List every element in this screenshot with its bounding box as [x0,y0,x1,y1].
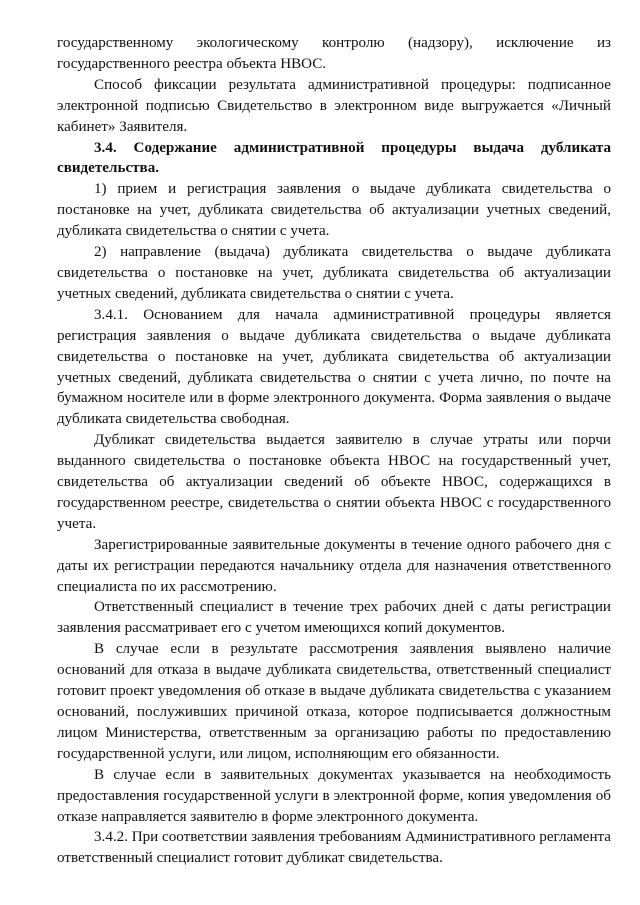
paragraph-specialist-review: Ответственный специалист в течение трех рабочих дней с даты регистрации заявления рассматривает его с учетом имеющихся копий документов. [57,599,611,637]
paragraph-electronic-form: В случае если в заявительных документах указывается на необходимость предоставления государственной услуги в электронной форме, копия уведомления об отказе направляется заявителю в форме электронного документа. [57,766,611,825]
paragraph-registered-documents: Зарегистрированные заявительные документы в течение одного рабочего дня с даты их регистрации передаются начальнику отдела для назначения ответственного специалиста по их рассмотрению. [57,536,611,595]
paragraph-duplicate-issuance: Дубликат свидетельства выдается заявителю в случае утраты или порчи выданного свидетельства о постановке объекта НВОС на государственный учет, свидетельства об актуализации сведений об объекте НВОС, содержащихся в государственном реестре, свидетельства о снятии объекта НВОС с государственного учета. [57,432,611,532]
paragraph-continuation: государственному экологическому контролю (надзору), исключение из государственного реестра объекта НВОС. [57,35,611,72]
paragraph-fixation-method: Способ фиксации результата административной процедуры: подписанное электронной подписью Свидетельство в электронном виде выгружается «Личный кабинет» Заявителя. [57,76,611,135]
section-heading-3-4: 3.4. Содержание административной процедуры выдача дубликата свидетельства. [57,139,611,177]
paragraph-3-4-1: 3.4.1. Основанием для начала административной процедуры является регистрация заявления о выдаче дубликата свидетельства о выдаче дубликата свидетельства о постановке на учет, дубликата свидетельства об актуализации учетных сведений, дубликата свидетельства о снятии с учета лично, по почте на бумажном носителе или в форме электронного документа. Форма заявления о выдаче дубликата свидетельства свободная. [57,306,611,428]
paragraph-refusal-grounds: В случае если в результате рассмотрения заявления выявлено наличие оснований для отказа в выдаче дубликата свидетельства, ответственный специалист готовит проект уведомления об отказе в выдаче дубликата свидетельства с указанием оснований, послуживших причиной отказа, которое подписывается должностным лицом Министерства, ответственным за организацию работы по предоставлению государственной услуги, или лицом, исполняющим его обязанности. [57,641,611,762]
document-page [57,33,611,869]
paragraph-3-4-2: 3.4.2. При соответствии заявления требованиям Административного регламента ответственный специалист готовит дубликат свидетельства. [57,829,611,867]
list-item-1: 1) прием и регистрация заявления о выдаче дубликата свидетельства о постановке на учет, дубликата свидетельства об актуализации учетных сведений, дубликата свидетельства о снятии с учета. [57,181,611,240]
list-item-2: 2) направление (выдача) дубликата свидетельства о выдаче дубликата свидетельства о постановке на учет, дубликата свидетельства об актуализации учетных сведений, дубликата свидетельства о снятии с учета. [57,244,611,302]
